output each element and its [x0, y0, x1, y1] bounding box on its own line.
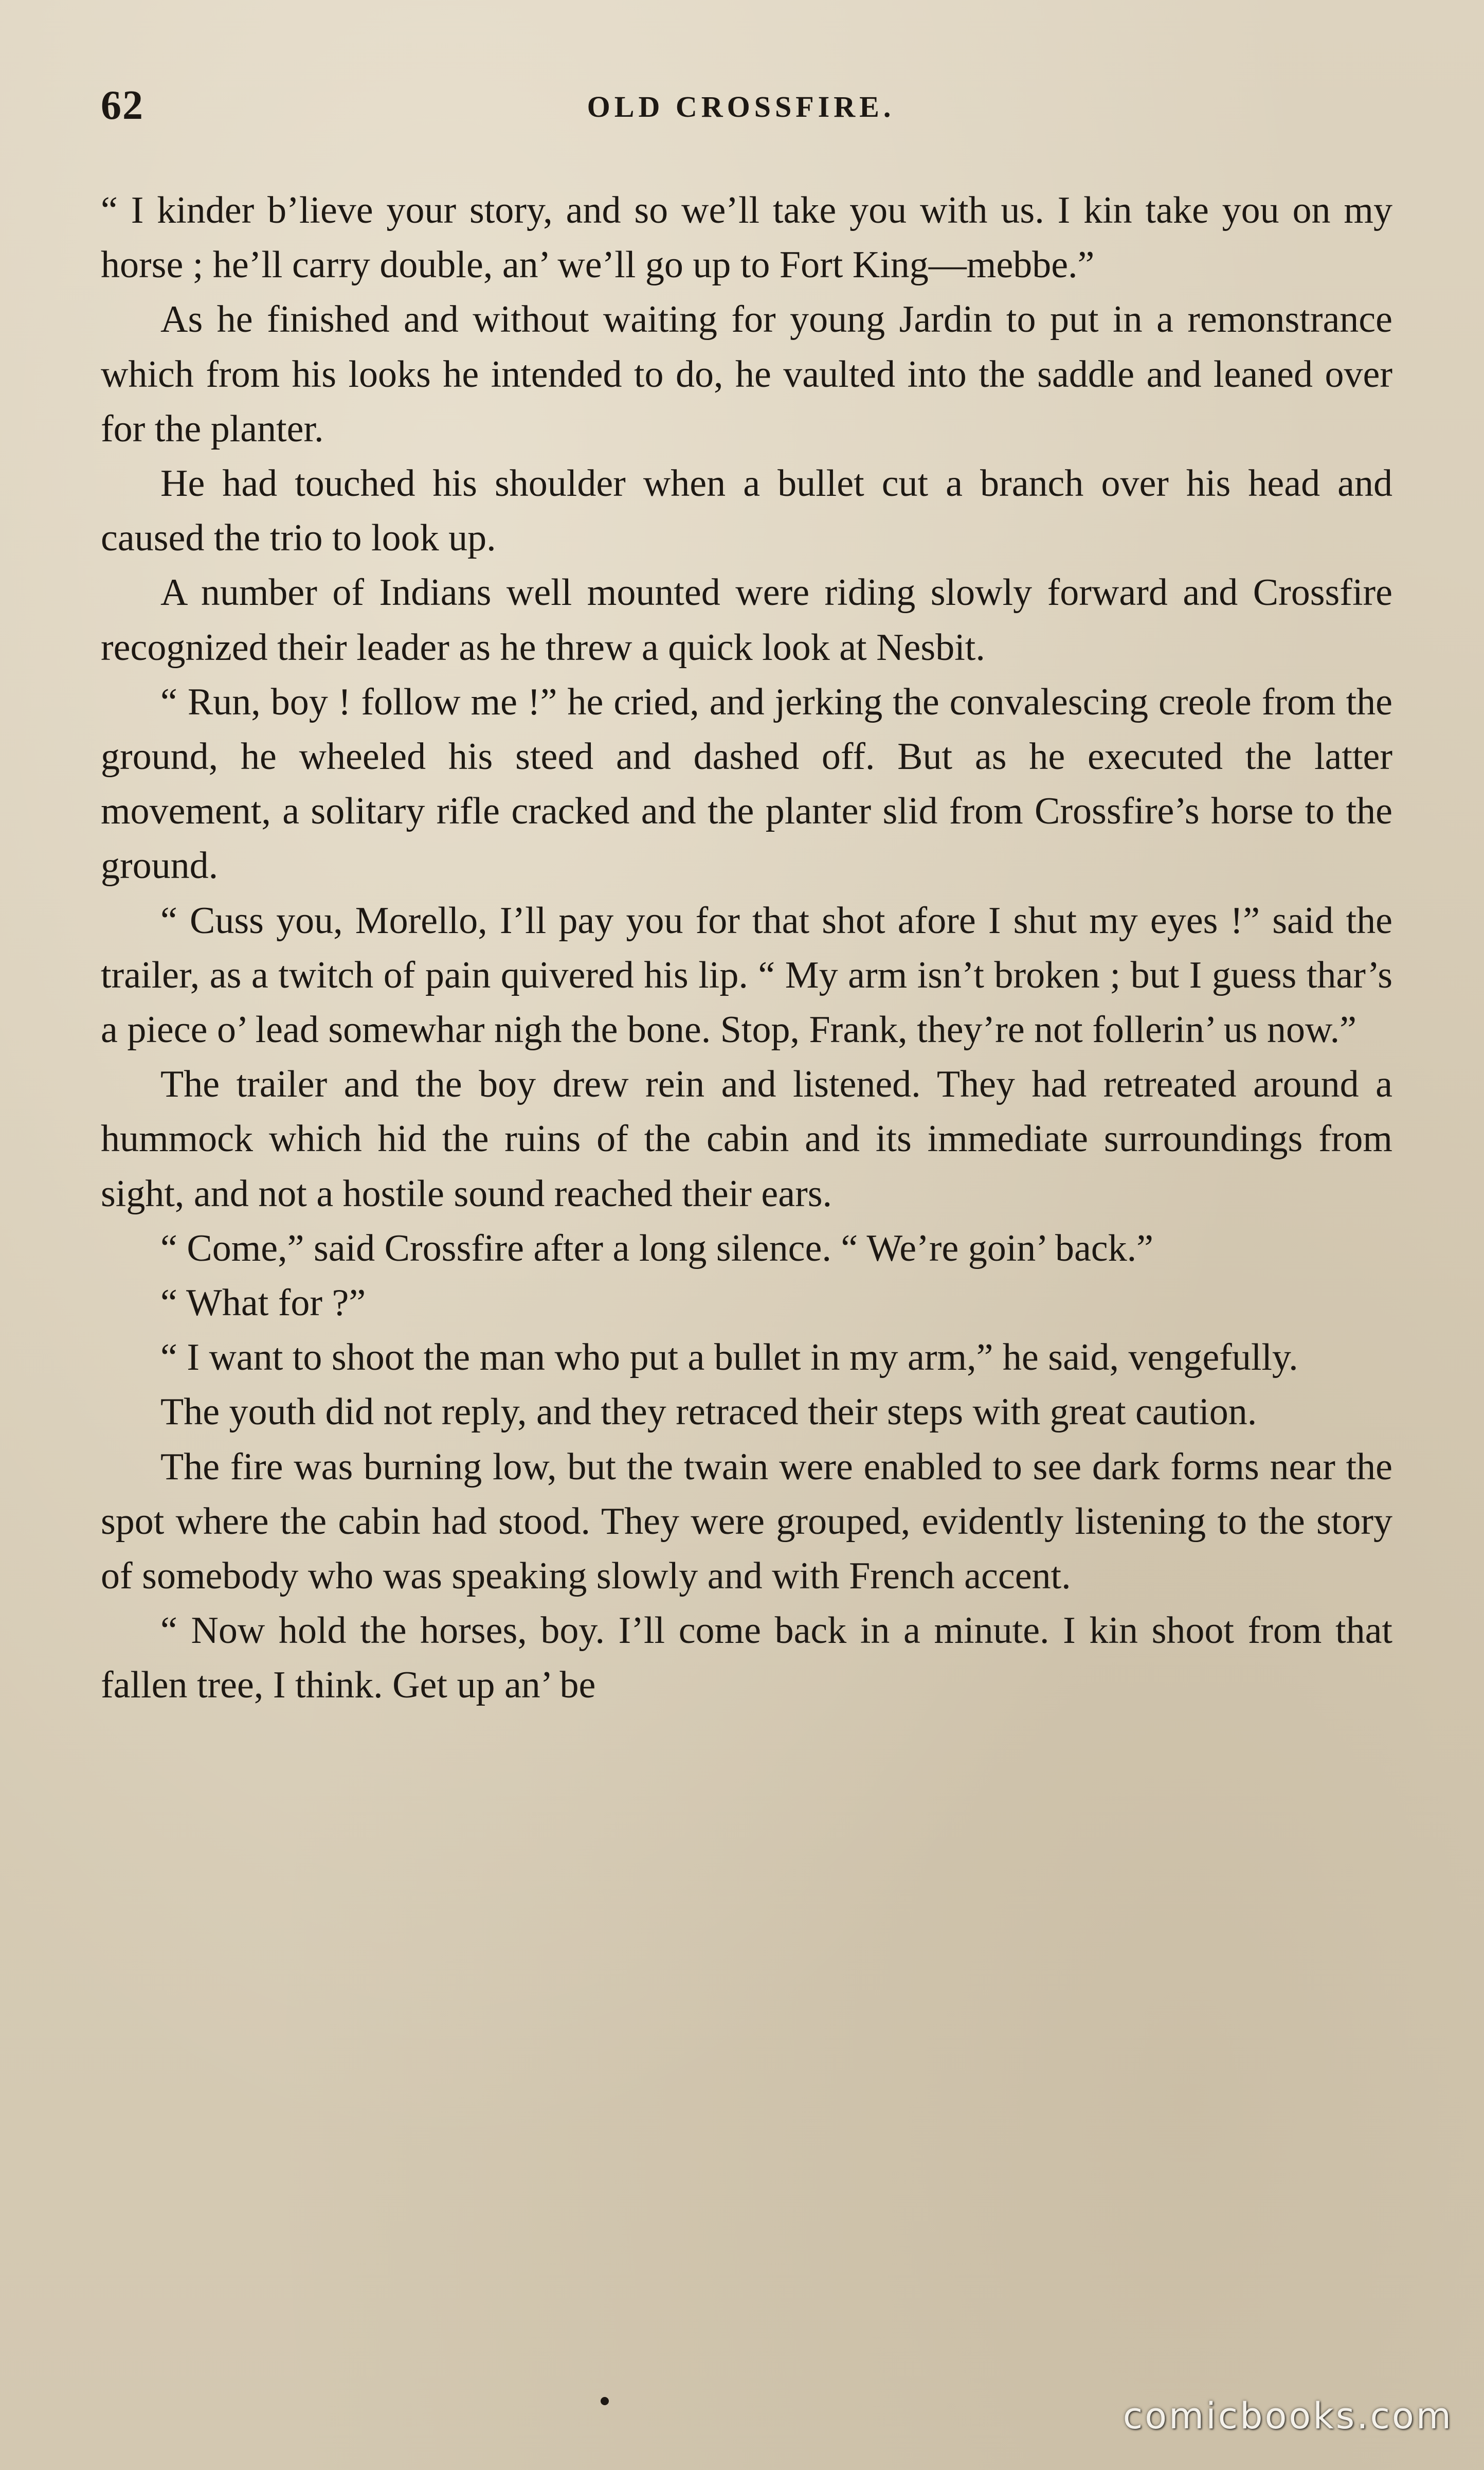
paragraph-5: “ Run, boy ! follow me !” he cried, and jerking the convalescing creole from the ground, he wheeled his steed and dashed off. But as he executed the latter movement, a solitary rifle cracked and the planter slid from Crossfire’s horse to the ground.: [101, 681, 1392, 887]
running-head: [101, 82, 1381, 139]
paragraph-8: “ Come,” said Crossfire after a long silence. “ We’re goin’ back.”: [160, 1227, 1153, 1269]
paragraph-12: The fire was burning low, but the twain were enabled to see dark forms near the spot where the cabin had stood. They were grouped, evidently listening to the story of somebody who was speaking slowly and with French accent.: [101, 1445, 1392, 1598]
running-title: OLD CROSSFIRE.: [587, 90, 895, 123]
paragraph-11: The youth did not reply, and they retraced their steps with great caution.: [160, 1391, 1257, 1434]
body-text: [101, 183, 1392, 1713]
watermark: comicbooks.com: [1123, 2395, 1453, 2437]
paragraph-3: He had touched his shoulder when a bullet cut a branch over his head and caused the trio to look up.: [101, 462, 1392, 560]
paragraph-2: As he finished and without waiting for young Jardin to put in a remonstrance which from his looks he intended to do, he vaulted into the saddle and leaned over for the planter.: [101, 298, 1392, 450]
paragraph-9: “ What for ?”: [160, 1282, 366, 1325]
paragraph-6: “ Cuss you, Morello, I’ll pay you for that shot afore I shut my eyes !” said the trailer, as a twitch of pain quivered his lip. “ My arm isn’t broken ; but I guess thar’s a piece o’ lead somewhar nigh the bone. Stop, Frank, they’re not follerin’ us now.”: [101, 899, 1392, 1051]
paragraph-10: “ I want to shoot the man who put a bullet in my arm,” he said, vengefully.: [160, 1336, 1298, 1379]
paragraph-4: A number of Indians well mounted were riding slowly forward and Crossfire recognized their leader as he threw a quick look at Nesbit.: [101, 571, 1392, 669]
folio-dot: [601, 2397, 609, 2405]
page-number: 62: [101, 83, 144, 128]
paragraph-7: The trailer and the boy drew rein and listened. They had retreated around a hummock which hid the ruins of the cabin and its immediate surroundings from sight, and not a hostile sound reached their ears.: [101, 1063, 1392, 1215]
paragraph-1: “ I kinder b’lieve your story, and so we’ll take you with us. I kin take you on my horse ; he’ll carry double, an’ we’ll go up to Fort King—mebbe.”: [101, 189, 1392, 287]
paragraph-13: “ Now hold the horses, boy. I’ll come back in a minute. I kin shoot from that fallen tree, I think. Get up an’ be: [101, 1609, 1392, 1707]
